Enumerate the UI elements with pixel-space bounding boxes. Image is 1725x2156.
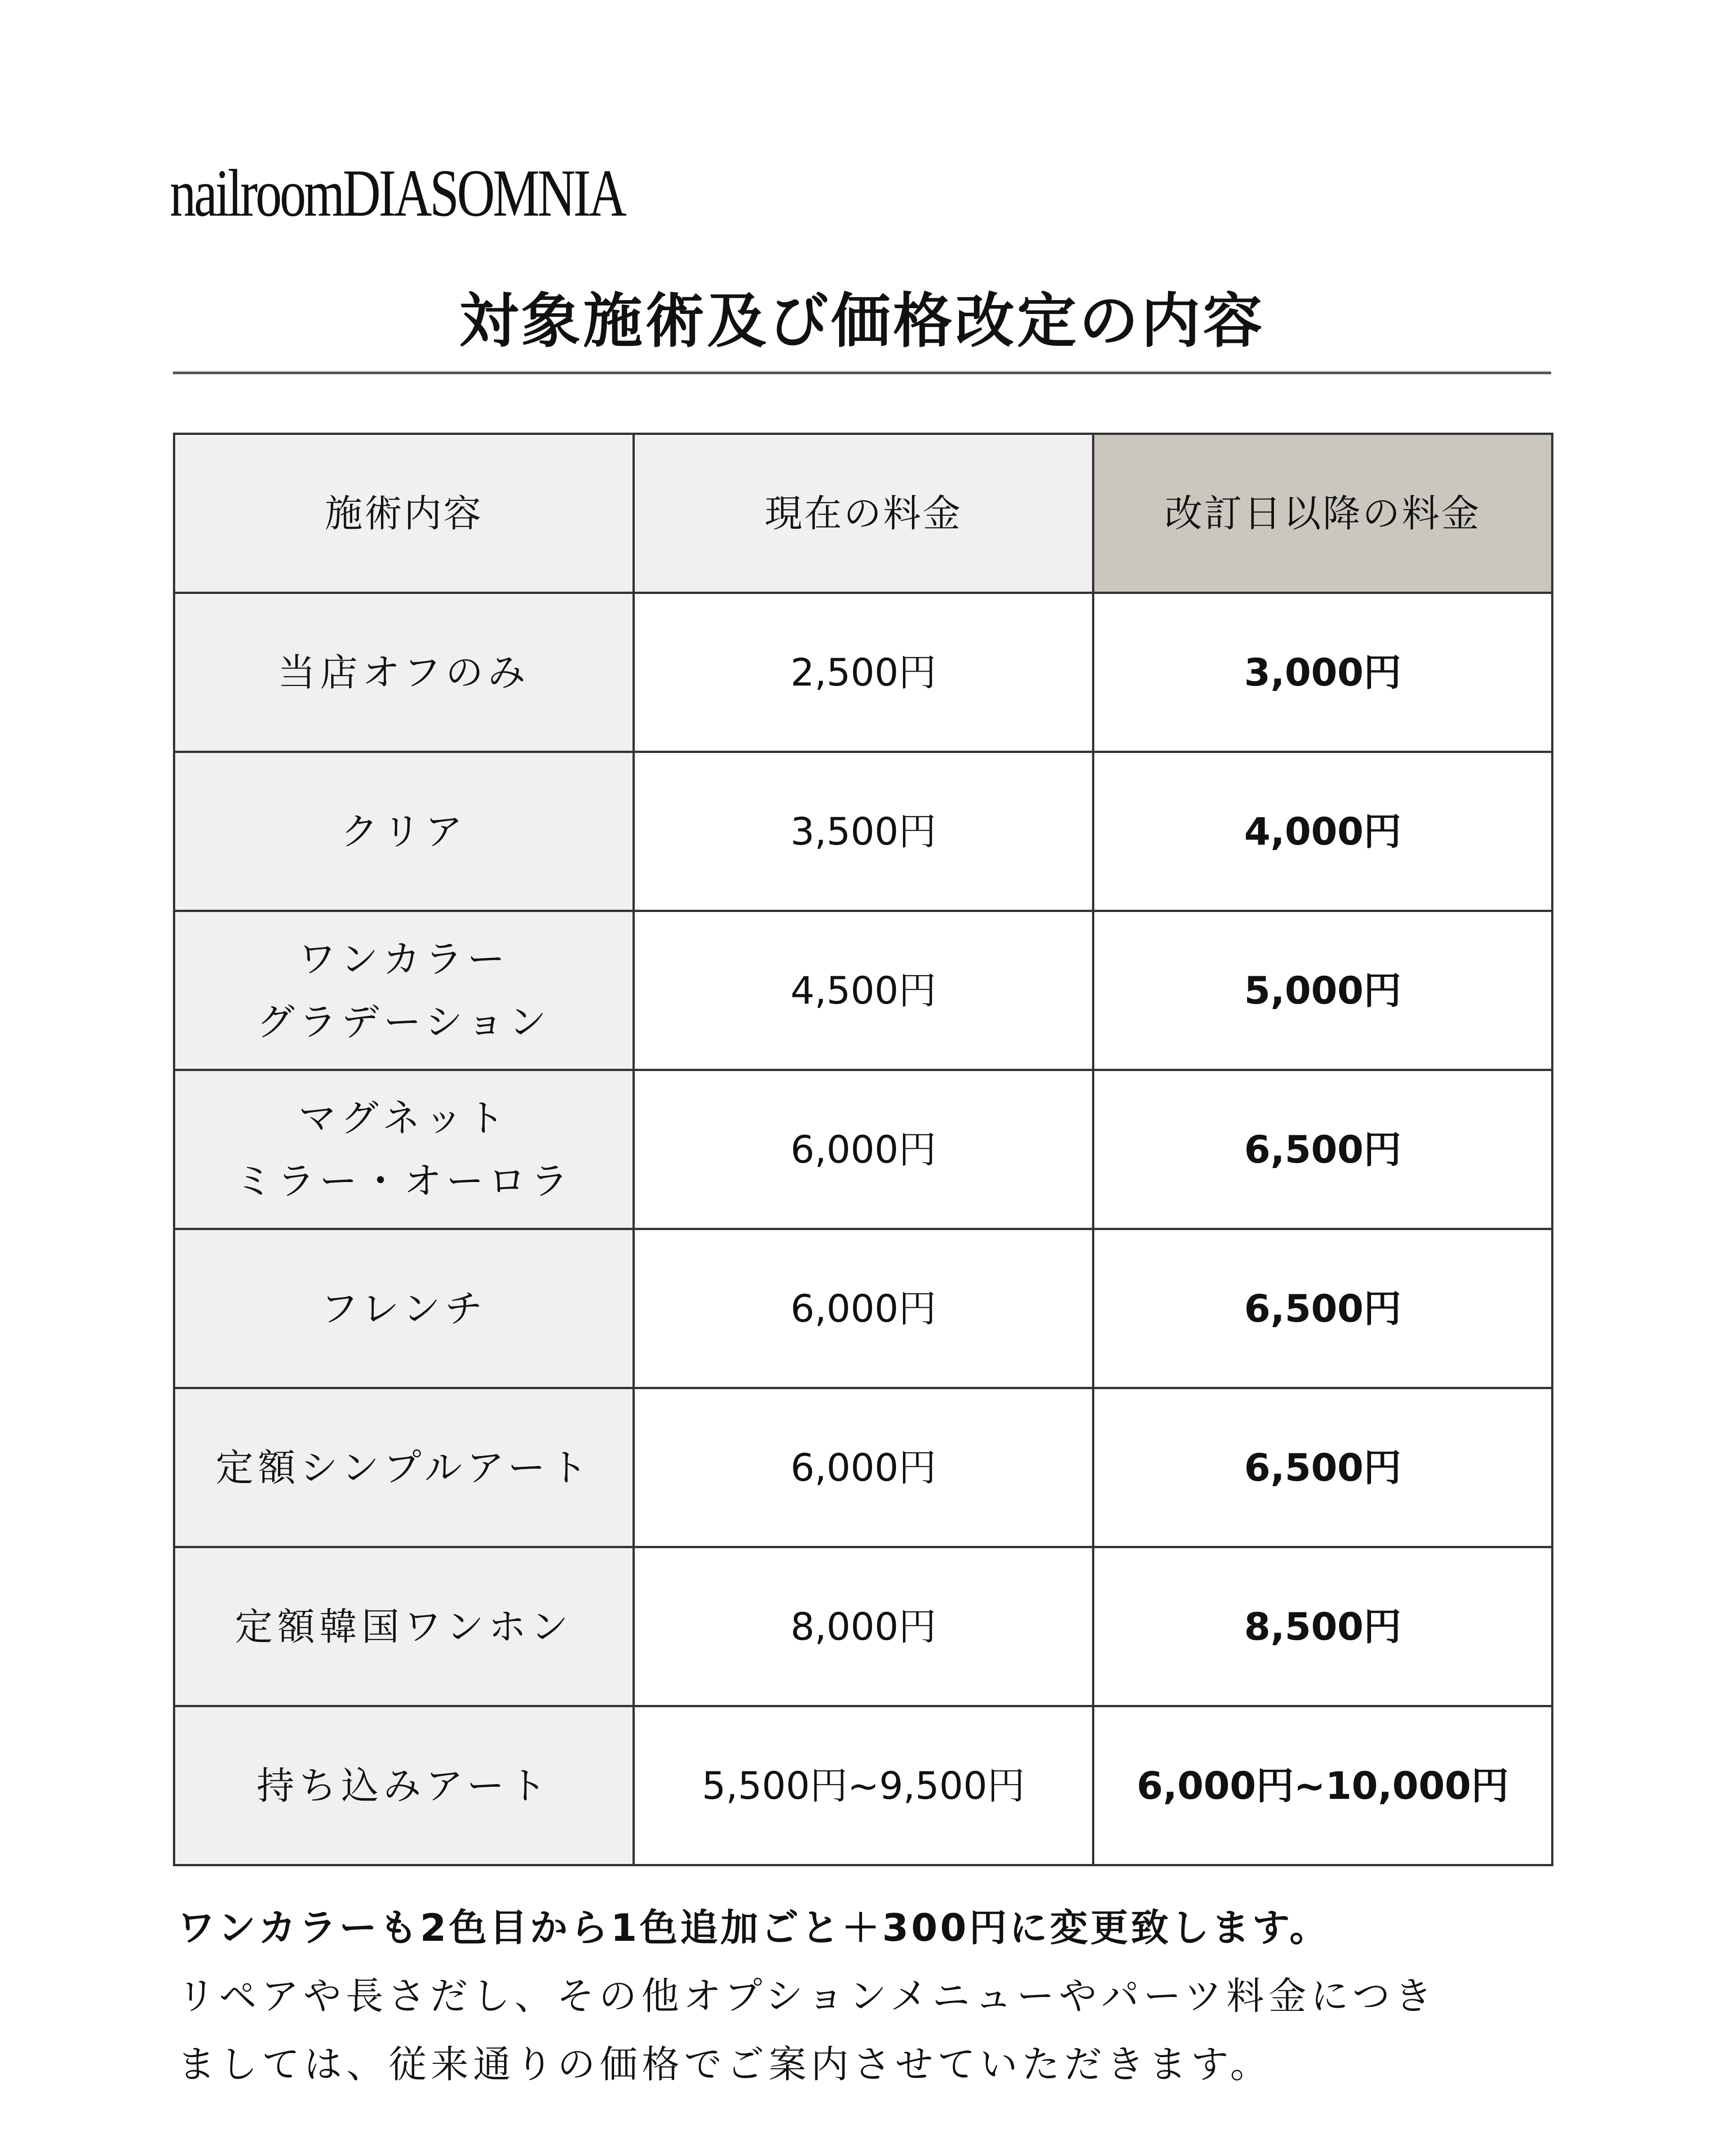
service-name <box>174 1706 634 1865</box>
table-row <box>174 593 1552 752</box>
new-price: 3,000円 <box>1093 593 1552 752</box>
current-price: 8,000円 <box>634 1547 1093 1706</box>
header-current-price: 現在の料金 <box>634 434 1093 593</box>
current-price: 4,500円 <box>634 911 1093 1070</box>
service-name-line: クリア <box>340 809 467 854</box>
service-name-line: グラデーション <box>257 1000 551 1044</box>
title-divider <box>173 372 1551 374</box>
table-row <box>174 752 1552 911</box>
page-title: 対象施術及び価格改定の内容 <box>459 287 1265 356</box>
service-name-line: 定額シンプルアート <box>215 1445 593 1490</box>
new-price: 6,500円 <box>1093 1388 1552 1547</box>
current-price: 5,500円~9,500円 <box>634 1706 1093 1865</box>
table-header-row <box>174 434 1552 593</box>
new-price: 6,500円 <box>1093 1070 1552 1229</box>
service-name <box>174 593 634 752</box>
note-options-line-2: ましては、従来通りの価格でご案内させていただきます。 <box>177 2042 1273 2086</box>
note-options-line-1: リペアや長さだし、その他オプションメニューやパーツ料金につき <box>177 1974 1437 2018</box>
new-price: 8,500円 <box>1093 1547 1552 1706</box>
current-price: 2,500円 <box>634 593 1093 752</box>
service-name <box>174 911 634 1070</box>
table-row <box>174 911 1552 1070</box>
table-row <box>174 1706 1552 1865</box>
new-price: 5,000円 <box>1093 911 1552 1070</box>
current-price: 6,000円 <box>634 1070 1093 1229</box>
table-row <box>174 1388 1552 1547</box>
notes-section <box>177 1894 1570 2098</box>
new-price: 6,500円 <box>1093 1229 1552 1388</box>
table-row <box>174 1229 1552 1388</box>
service-name-line: ワンカラー <box>298 937 509 981</box>
service-name <box>174 1547 634 1706</box>
service-name <box>174 1070 634 1229</box>
service-name-line: 持ち込みアート <box>257 1763 551 1808</box>
service-name-line: 定額韓国ワンホン <box>234 1604 573 1649</box>
table-row <box>174 1070 1552 1229</box>
service-name-line: フレンチ <box>320 1286 487 1331</box>
current-price: 3,500円 <box>634 752 1093 911</box>
header-service: 施術内容 <box>174 434 634 593</box>
new-price: 4,000円 <box>1093 752 1552 911</box>
price-revision-table <box>173 433 1553 1866</box>
service-name <box>174 1388 634 1547</box>
header-new-price: 改訂日以降の料金 <box>1093 434 1552 593</box>
table-row <box>174 1547 1552 1706</box>
service-name-line: 当店オフのみ <box>278 650 530 695</box>
service-name-line: ミラー・オーロラ <box>234 1159 573 1203</box>
note-onecolor-surcharge: ワンカラーも2色目から1色追加ごと＋300円に変更致します。 <box>177 1906 1330 1950</box>
current-price: 6,000円 <box>634 1388 1093 1547</box>
service-name-line: マグネット <box>298 1096 509 1140</box>
service-name <box>174 752 634 911</box>
new-price: 6,000円~10,000円 <box>1093 1706 1552 1865</box>
current-price: 6,000円 <box>634 1229 1093 1388</box>
brand-logo: nailroomDIASOMNIA <box>170 156 625 230</box>
service-name <box>174 1229 634 1388</box>
